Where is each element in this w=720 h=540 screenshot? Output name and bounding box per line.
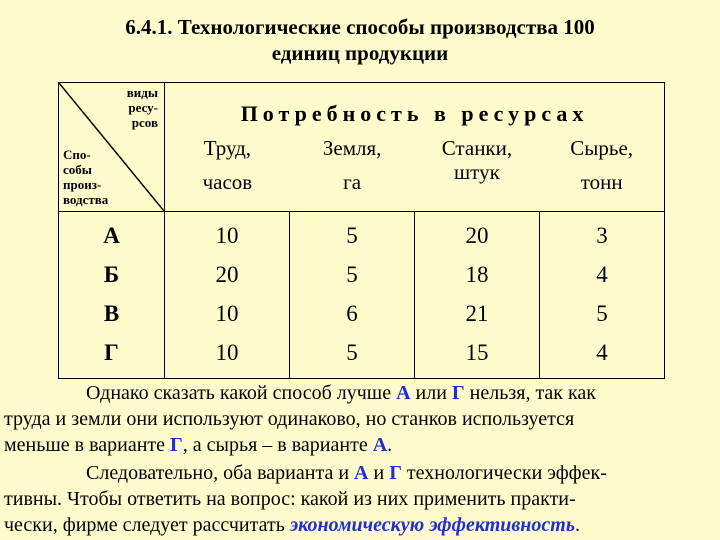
text-run: .	[574, 514, 580, 536]
text-run: нельзя, так как	[464, 382, 597, 404]
table-cell: 20	[465, 223, 489, 248]
row-label: Б	[103, 262, 120, 287]
column-header-line: штук	[454, 160, 500, 184]
raw-materials-values-column	[540, 212, 665, 379]
text-run: , а сырья – в варианте	[182, 434, 373, 456]
table-body-row	[59, 212, 665, 379]
corner-top-line: виды	[126, 85, 158, 100]
table-cell: 10	[215, 340, 239, 365]
paragraph-2-line-3	[4, 512, 712, 538]
resource-needs-header	[165, 83, 665, 212]
text-run: меньше в варианте	[4, 434, 171, 456]
corner-bottom-line: собы	[63, 162, 92, 177]
column-header-raw-materials	[539, 131, 664, 199]
highlight-variant-g: Г	[170, 434, 183, 456]
highlight-variant-a: А	[396, 382, 411, 404]
column-header-machines	[415, 131, 540, 199]
page-title	[0, 14, 720, 66]
corner-top-line: рсов	[131, 115, 158, 130]
table-cell: 15	[465, 340, 489, 365]
table-cell: 6	[346, 301, 358, 326]
production-methods-table	[58, 82, 665, 379]
corner-cell	[59, 83, 165, 212]
text-run: Однако сказать какой способ лучше	[86, 382, 397, 404]
methods-label	[63, 147, 108, 207]
table-cell: 4	[596, 262, 608, 287]
table-cell: 20	[215, 262, 239, 287]
resource-needs-title: Потребность в ресурсах	[240, 101, 589, 126]
column-header-line: Станки,	[441, 136, 513, 160]
paragraph-1	[4, 380, 712, 458]
text-run: и	[368, 462, 390, 484]
text-run: чески, фирме следует рассчитать	[4, 514, 290, 536]
table-cell: 3	[596, 223, 608, 248]
column-header-line: часов	[202, 170, 253, 194]
paragraph-1-line-1	[4, 380, 712, 406]
corner-bottom-line: Спо-	[63, 147, 91, 162]
row-label: А	[103, 223, 120, 248]
paragraph-1-line-3	[4, 432, 712, 458]
row-label: Г	[104, 340, 119, 365]
text-run: .	[387, 434, 393, 456]
table-cell: 5	[596, 301, 608, 326]
highlight-variant-a: А	[372, 434, 388, 456]
table-cell: 21	[465, 301, 489, 326]
column-header-line: Сырье,	[570, 136, 634, 160]
table-cell: 10	[215, 223, 239, 248]
land-values-column	[290, 212, 415, 379]
resource-types-label	[127, 85, 158, 130]
table-cell: 5	[346, 262, 358, 287]
table-header-row	[59, 83, 665, 212]
column-header-line: тонн	[580, 170, 623, 194]
text-run: или	[410, 382, 452, 404]
text-run: технологически эффек-	[401, 462, 607, 484]
table-cell: 5	[346, 340, 358, 365]
table-cell: 18	[465, 262, 489, 287]
table-cell: 4	[596, 340, 608, 365]
paragraph-2-line-2: тивны. Чтобы ответить на вопрос: какой из них применить практи-	[4, 488, 576, 510]
highlight-variant-g: Г	[389, 462, 402, 484]
text-run: Следовательно, оба варианта и	[86, 462, 355, 484]
labor-values-column	[165, 212, 290, 379]
column-header-land	[290, 131, 415, 199]
column-header-line: Земля,	[322, 136, 382, 160]
corner-bottom-line: произ-	[63, 177, 102, 192]
economic-efficiency-emphasis: экономическую эффективность	[289, 514, 575, 536]
highlight-variant-a: А	[354, 462, 369, 484]
corner-bottom-line: водства	[63, 192, 109, 207]
row-labels-column	[59, 212, 165, 379]
title-line-2: единиц продукции	[271, 41, 449, 65]
paragraph-1-line-2: труда и земли они используют одинаково, но станков используется	[4, 408, 575, 430]
column-header-line: га	[343, 170, 362, 194]
corner-top-line: ресу-	[128, 100, 158, 115]
column-header-line: Труд,	[203, 136, 252, 160]
row-label: В	[103, 301, 120, 326]
highlight-variant-g: Г	[451, 382, 465, 404]
table-cell: 5	[346, 223, 358, 248]
table-cell: 10	[215, 301, 239, 326]
paragraph-2-line-1	[4, 460, 712, 486]
machines-values-column	[415, 212, 540, 379]
title-line-1: 6.4.1. Технологические способы производства 100	[125, 15, 595, 39]
paragraph-2	[4, 460, 712, 538]
column-header-labor	[165, 131, 290, 199]
